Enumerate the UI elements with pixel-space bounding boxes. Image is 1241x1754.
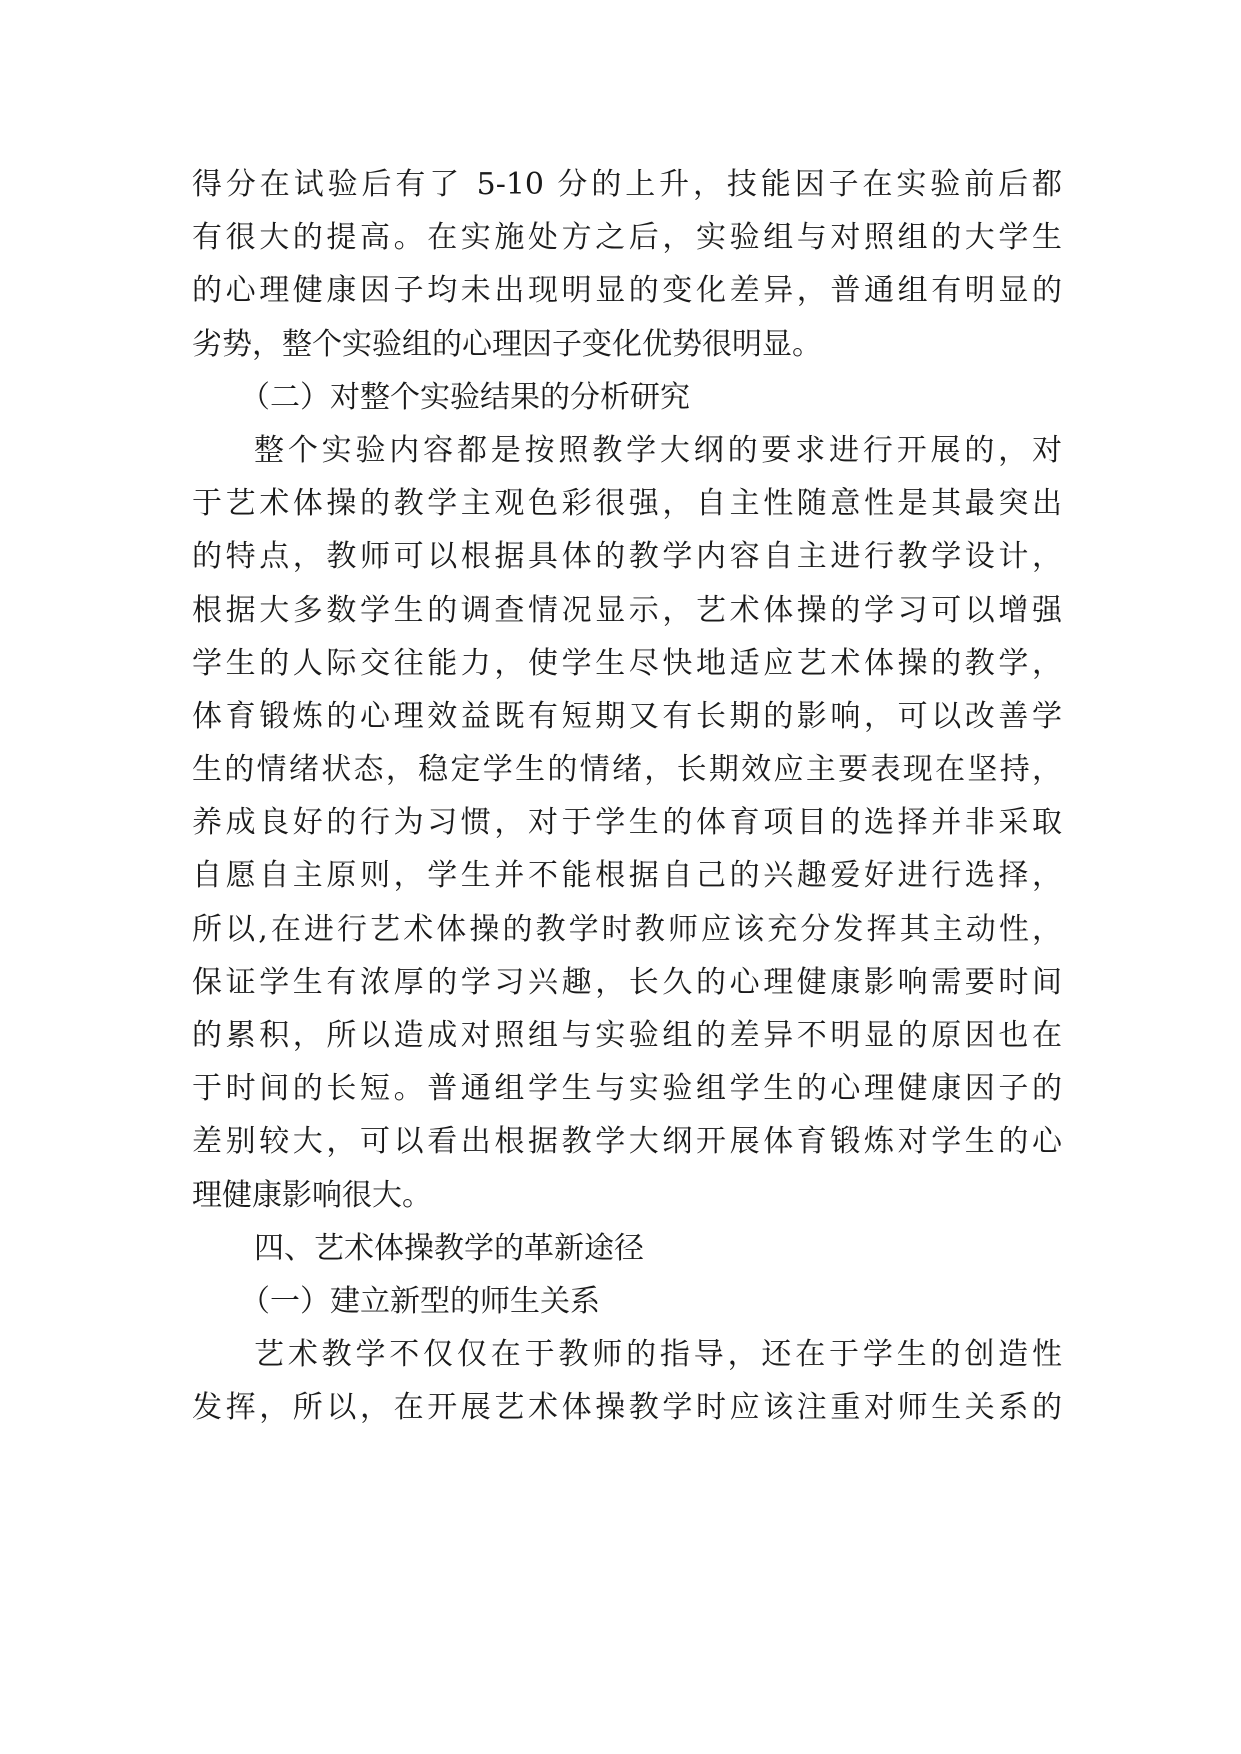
text-line: 艺术教学不仅仅在于教师的指导，还在于学生的创造性 <box>254 1337 1062 1373</box>
text-line: 的心理健康因子均未出现明显的变化差异，普通组有明显的 <box>192 273 1062 309</box>
text-line: 整个实验内容都是按照教学大纲的要求进行开展的，对 <box>254 432 1062 468</box>
text-line: 得分在试验后有了 5-10 分的上升，技能因子在实验前后都 <box>192 167 1062 202</box>
text-line: 所以,在进行艺术体操的教学时教师应该充分发挥其主动性， <box>192 911 1062 947</box>
text-line: 的累积，所以造成对照组与实验组的差异不明显的原因也在 <box>192 1018 1062 1053</box>
text-line: 于艺术体操的教学主观色彩很强，自主性随意性是其最突出 <box>192 486 1062 522</box>
text-line: 理健康影响很大。 <box>192 1177 432 1213</box>
section-subheading: （二）对整个实验结果的分析研究 <box>240 379 690 415</box>
text-line: 生的情绪状态，稳定学生的情绪，长期效应主要表现在坚持， <box>192 752 1062 788</box>
text-line: 保证学生有浓厚的学习兴趣，长久的心理健康影响需要时间 <box>192 964 1062 1000</box>
body-text <box>192 158 1062 1435</box>
text-line: 养成良好的行为习惯，对于学生的体育项目的选择并非采取 <box>192 805 1062 841</box>
section-subheading: （一）建立新型的师生关系 <box>240 1283 600 1319</box>
text-line: 自愿自主原则，学生并不能根据自己的兴趣爱好进行选择， <box>192 858 1062 894</box>
text-line: 于时间的长短。普通组学生与实验组学生的心理健康因子的 <box>192 1071 1062 1107</box>
text-line: 差别较大，可以看出根据教学大纲开展体育锻炼对学生的心 <box>192 1124 1062 1160</box>
text-line: 的特点，教师可以根据具体的教学内容自主进行教学设计， <box>192 539 1062 575</box>
text-line: 劣势，整个实验组的心理因子变化优势很明显。 <box>192 326 822 362</box>
text-line: 学生的人际交往能力，使学生尽快地适应艺术体操的教学， <box>192 645 1062 681</box>
section-heading: 四、艺术体操教学的革新途径 <box>254 1230 644 1266</box>
text-line: 根据大多数学生的调查情况显示，艺术体操的学习可以增强 <box>192 592 1062 628</box>
text-line: 发挥，所以，在开展艺术体操教学时应该注重对师生关系的 <box>192 1390 1062 1426</box>
text-line: 有很大的提高。在实施处方之后，实验组与对照组的大学生 <box>192 220 1062 256</box>
text-line: 体育锻炼的心理效益既有短期又有长期的影响，可以改善学 <box>192 698 1062 734</box>
